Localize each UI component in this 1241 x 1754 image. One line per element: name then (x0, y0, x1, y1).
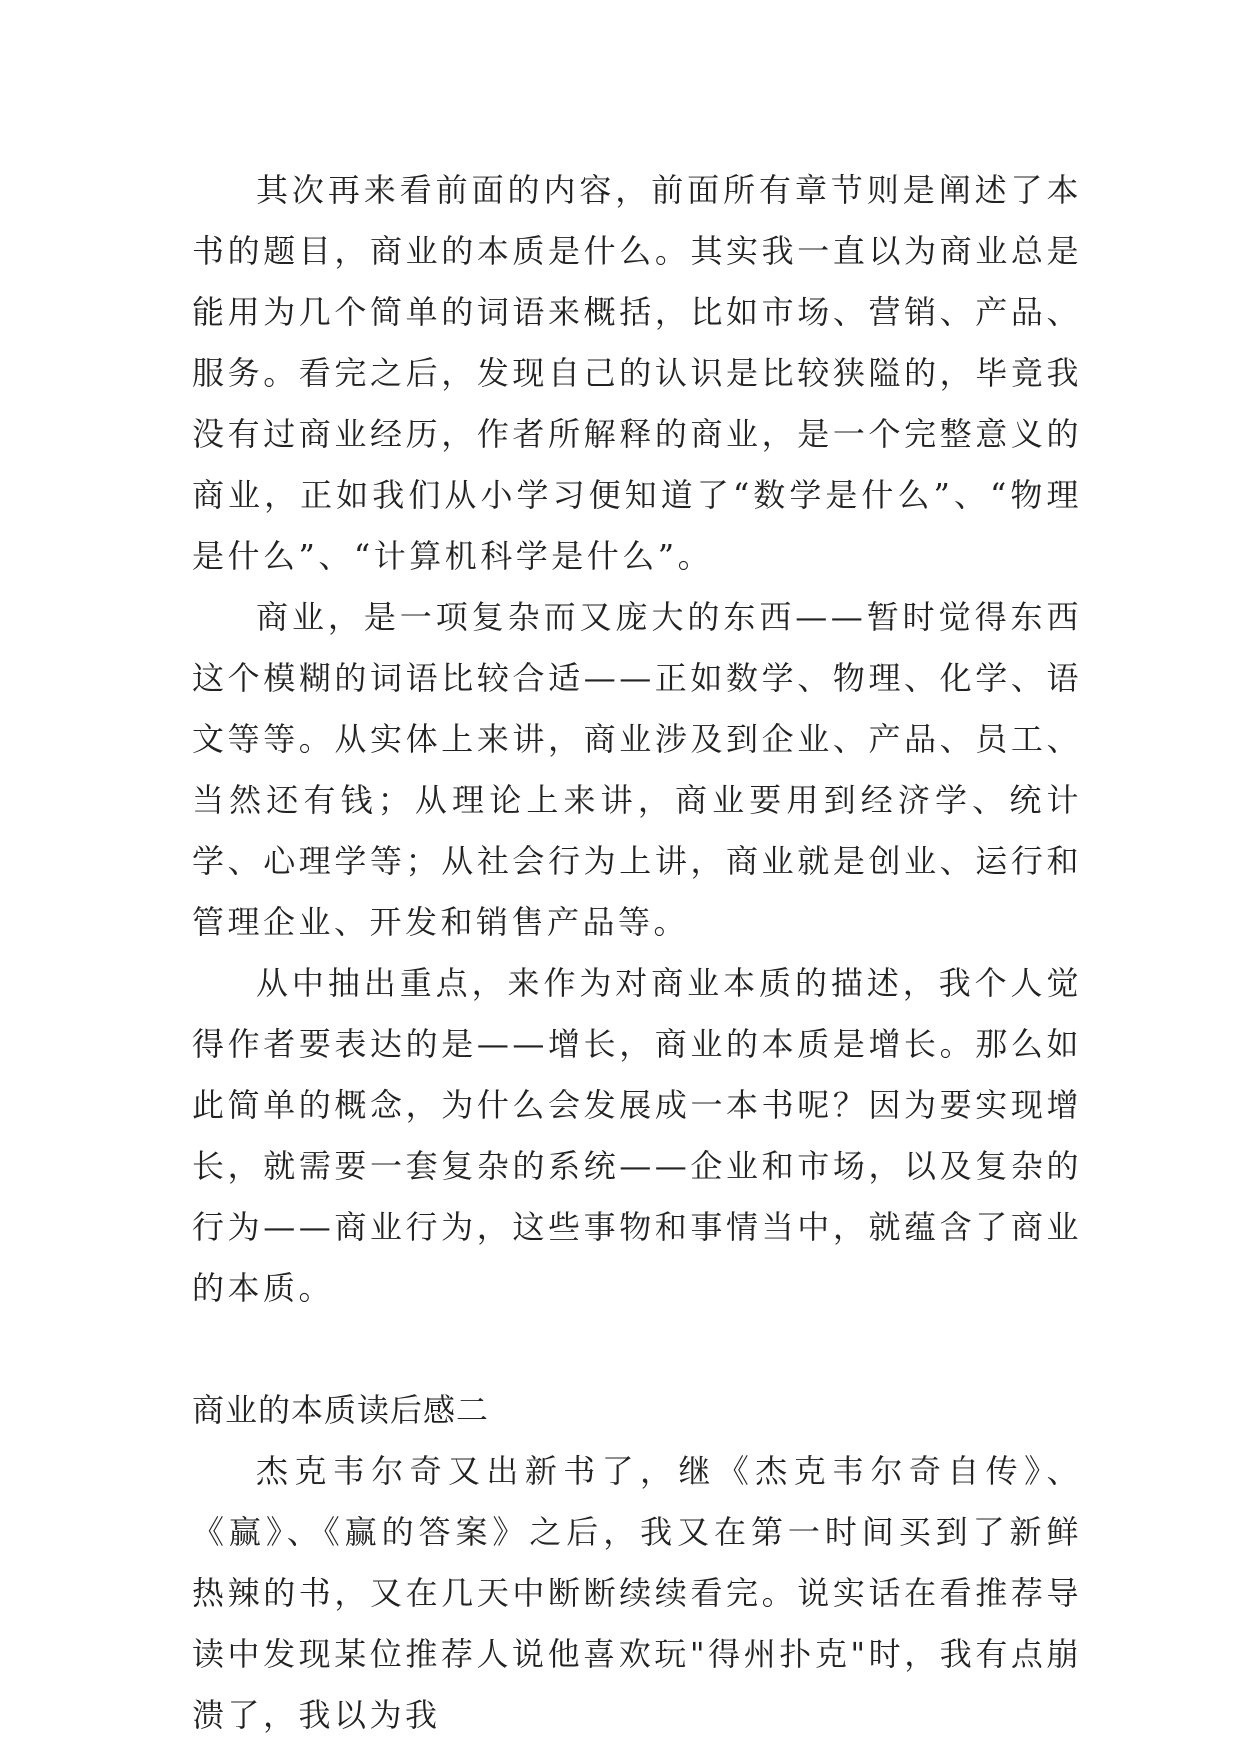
body-paragraph: 从中抽出重点，来作为对商业本质的描述，我个人觉得作者要表达的是——增长，商业的本质是增长。那么如此简单的概念，为什么会发展成一本书呢？因为要实现增长，就需要一套复杂的系统——企业和市场，以及复杂的行为——商业行为，这些事物和事情当中，就蕴含了商业的本质。 (192, 964, 1082, 1307)
body-paragraph: 杰克韦尔奇又出新书了，继《杰克韦尔奇自传》、《赢》、《赢的答案》之后，我又在第一时间买到了新鲜热辣的书，又在几天中断断续续看完。说实话在看推荐导读中发现某位推荐人说他喜欢玩"得州扑克"时，我有点崩溃了，我以为我 (192, 1452, 1082, 1734)
body-paragraph: 商业，是一项复杂而又庞大的东西——暂时觉得东西这个模糊的词语比较合适——正如数学、物理、化学、语文等等。从实体上来讲，商业涉及到企业、产品、员工、当然还有钱；从理论上来讲，商业要用到经济学、统计学、心理学等；从社会行为上讲，商业就是创业、运行和管理企业、开发和销售产品等。 (192, 598, 1082, 941)
document-body (192, 160, 1082, 1746)
body-paragraph: 其次再来看前面的内容，前面所有章节则是阐述了本书的题目，商业的本质是什么。其实我一直以为商业总是能用为几个简单的词语来概括，比如市场、营销、产品、服务。看完之后，发现自己的认识是比较狭隘的，毕竟我没有过商业经历，作者所解释的商业，是一个完整意义的商业，正如我们从小学习便知道了“数学是什么”、“物理是什么”、“计算机科学是什么”。 (192, 171, 1082, 575)
section-heading: 商业的本质读后感二 (192, 1391, 490, 1429)
